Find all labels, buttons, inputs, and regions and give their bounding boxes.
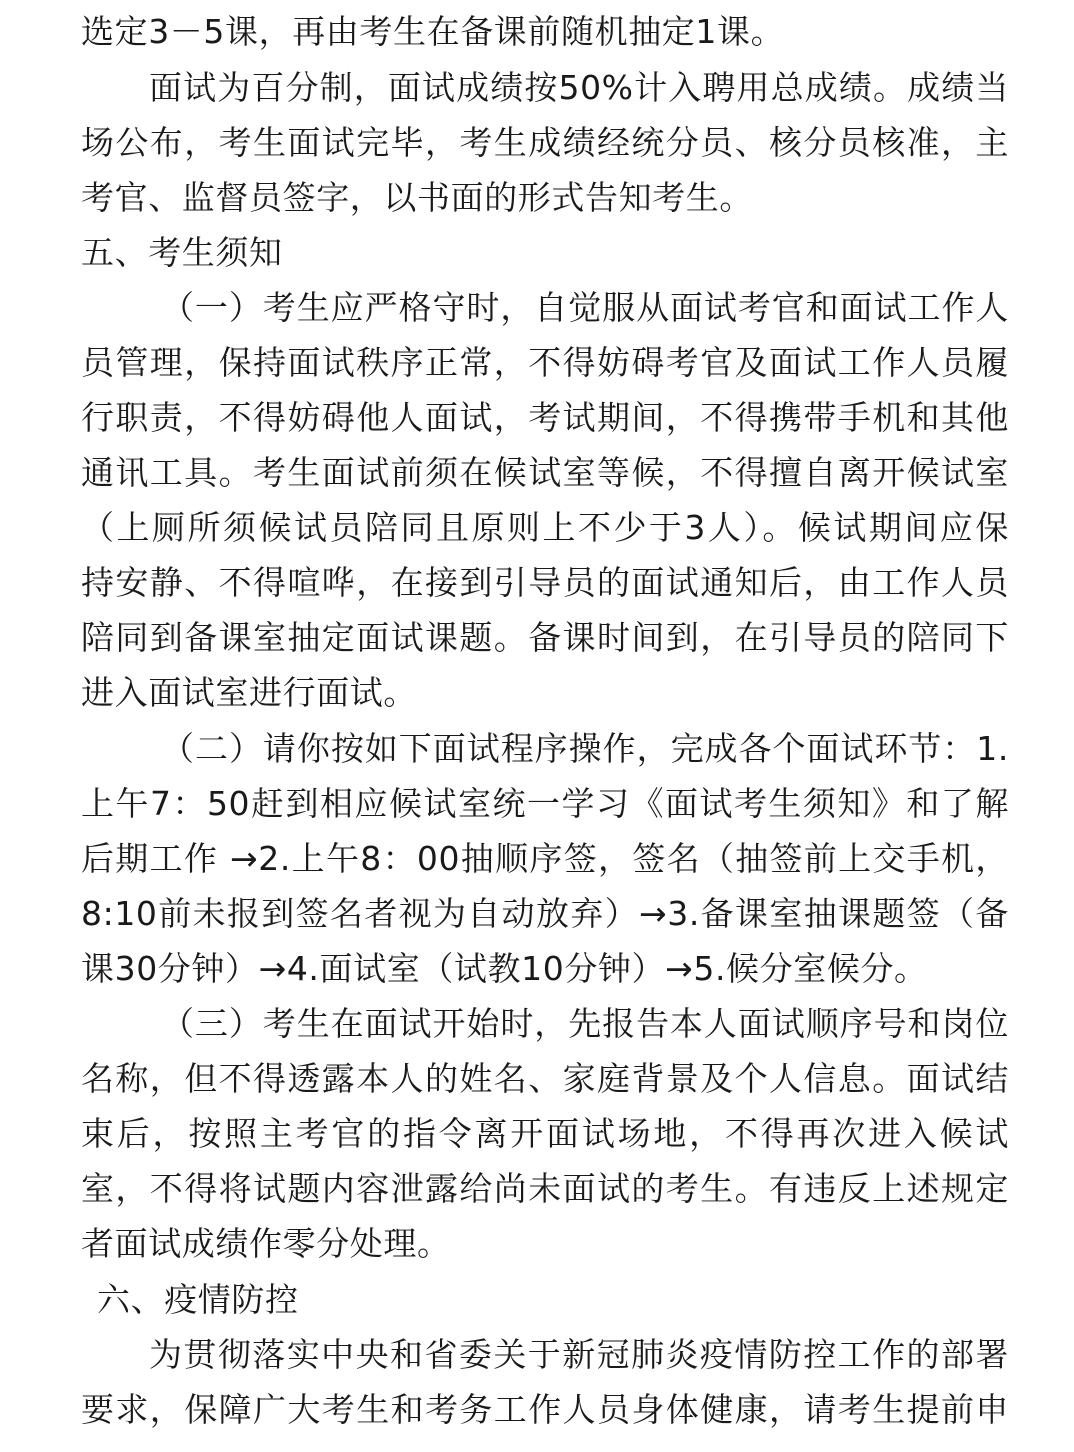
- text-line: 者面试成绩作零分处理。: [81, 1224, 451, 1263]
- text-line: 课30分钟）→4.面试室（试教10分钟）→5.候分室候分。: [81, 949, 928, 988]
- text-line: 陪同到备课室抽定面试课题。备课时间到，在引导员的陪同下: [81, 618, 1009, 657]
- text-line: 行职责，不得妨碍他人面试，考试期间，不得携带手机和其他: [81, 398, 1009, 437]
- text-line: 后期工作 →2.上午8：00抽顺序签，签名（抽签前上交手机，: [81, 839, 1009, 878]
- text-line: 持安静、不得喧哗，在接到引导员的面试通知后，由工作人员: [81, 563, 1009, 602]
- paragraph-first-line: （一）考生应严格守时，自觉服从面试考官和面试工作人: [161, 288, 1009, 327]
- text-line: 束后，按照主考官的指令离开面试场地，不得再次进入候试: [81, 1114, 1009, 1153]
- text-line: 场公布，考生面试完毕，考生成绩经统分员、核分员核准，主: [81, 123, 1009, 162]
- text-line: 选定3－5课，再由考生在备课前随机抽定1课。: [81, 12, 785, 51]
- text-line: 8:10前未报到签名者视为自动放弃）→3.备课室抽课题签（备: [81, 894, 1009, 933]
- paragraph-first-line: 面试为百分制，面试成绩按50%计入聘用总成绩。成绩当: [149, 68, 1009, 107]
- text-line: 要求，保障广大考生和考务工作人员身体健康，请考生提前申: [81, 1390, 1009, 1429]
- paragraph-first-line: （二）请你按如下面试程序操作，完成各个面试环节：1.: [161, 729, 1009, 768]
- text-line: 名称，但不得透露本人的姓名、家庭背景及个人信息。面试结: [81, 1059, 1009, 1098]
- paragraph-first-line: 为贯彻落实中央和省委关于新冠肺炎疫情防控工作的部署: [149, 1335, 1009, 1374]
- text-line: 室，不得将试题内容泄露给尚未面试的考生。有违反上述规定: [81, 1169, 1009, 1208]
- section-heading-6: 六、疫情防控: [97, 1280, 299, 1319]
- text-line: （上厕所须候试员陪同且原则上不少于3人）。候试期间应保: [81, 508, 1009, 547]
- text-line: 进入面试室进行面试。: [81, 673, 417, 712]
- text-line: 员管理，保持面试秩序正常，不得妨碍考官及面试工作人员履: [81, 343, 1009, 382]
- text-line: 通讯工具。考生面试前须在候试室等候，不得擅自离开候试室: [81, 453, 1009, 492]
- text-line: 考官、监督员签字，以书面的形式告知考生。: [81, 178, 753, 217]
- paragraph-first-line: （三）考生在面试开始时，先报告本人面试顺序号和岗位: [161, 1004, 1009, 1043]
- text-line: 上午7：50赶到相应候试室统一学习《面试考生须知》和了解: [81, 784, 1009, 823]
- section-heading-5: 五、考生须知: [81, 233, 283, 272]
